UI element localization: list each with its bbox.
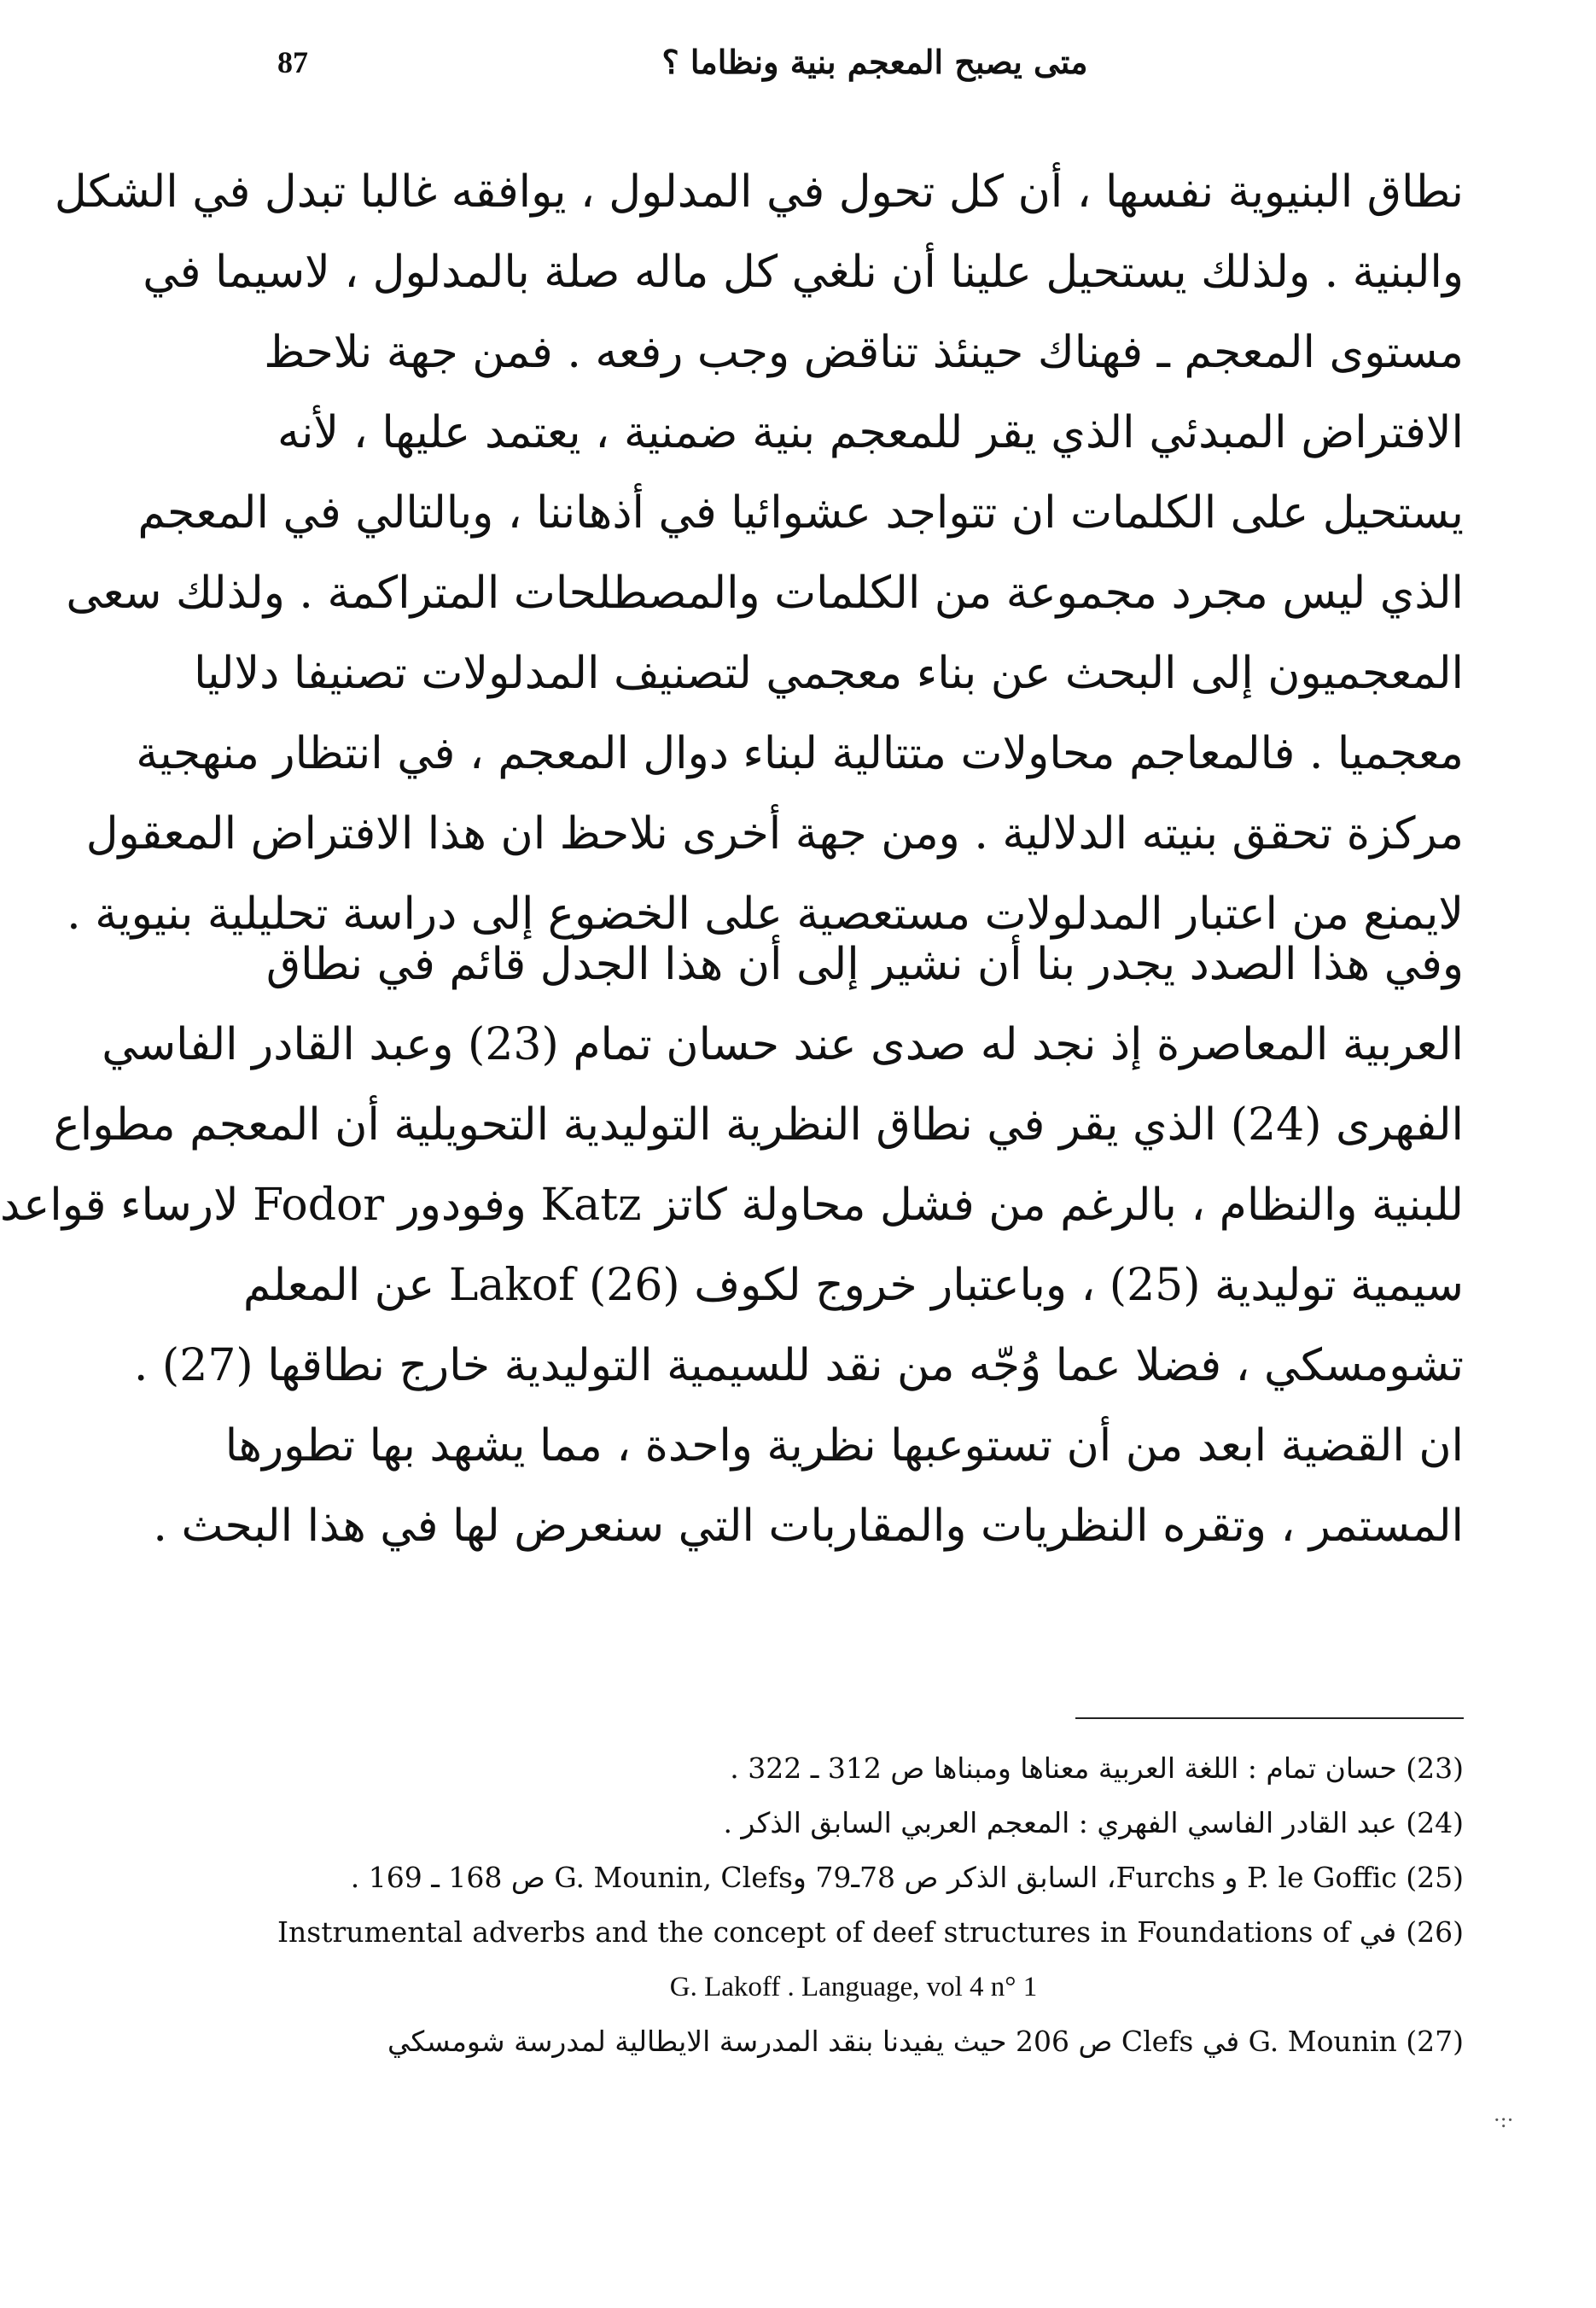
text-line: للبنية والنظام ، بالرغم من فشل محاولة كاتز Katz وفودور Fodor لارساء قواعد: [0, 1180, 1464, 1231]
footnote-26: (26) في Instrumental adverbs and the concept of deef structures in Foundations of: [277, 1915, 1465, 1949]
footnote-25: (25) P. le Goffic و Furchs، السابق الذكر ص 78ـ79 وG. Mounin, Clefs ص 168 ـ 169 .: [350, 1861, 1464, 1894]
text-line: مركزة تحقق بنيته الدلالية . ومن جهة أخرى نلاحظ ان هذا الافتراض المعقول: [85, 808, 1464, 860]
paragraph-2: [0, 924, 1464, 1566]
footnote-26-continuation: G. Lakoff . Language, vol 4 n° 1: [669, 1972, 1038, 2002]
text-line: لايمنع من اعتبار المدلولات مستعصية على الخضوع إلى دراسة تحليلية بنيوية .: [67, 889, 1464, 940]
footnote-23: (23) حسان تمام : اللغة العربية معناها ومبناها ص 312 ـ 322 .: [730, 1751, 1464, 1785]
footnote-24: (24) عبد القادر الفاسي الفهري : المعجم العربي السابق الذكر .: [723, 1806, 1464, 1839]
text-line: الافتراض المبدئي الذي يقر للمعجم بنية ضمنية ، يعتمد عليها ، لأنه: [277, 407, 1464, 458]
text-line: المستمر ، وتقره النظريات والمقاربات التي سنعرض لها في هذا البحث .: [153, 1501, 1464, 1552]
text-line: والبنية . ولذلك يستحيل علينا أن نلغي كل ماله صلة بالمدلول ، لاسيما في: [143, 247, 1464, 298]
text-line: الفهرى (24) الذي يقر في نطاق النظرية التوليدية التحويلية أن المعجم مطواع: [53, 1099, 1464, 1151]
text-line: يستحيل على الكلمات ان تتواجد عشوائيا في أذهاننا ، وبالتالي في المعجم: [137, 487, 1464, 539]
text-line: ان القضية ابعد من أن تستوعبها نظرية واحدة ، مما يشهد بها تطورها: [224, 1420, 1464, 1472]
footnote-27: (27) G. Mounin في Clefs ص 206 حيث يفيدنا بنقد المدرسة الايطالية لمدرسة شومسكي: [387, 2025, 1464, 2058]
page-number: 87: [277, 45, 308, 79]
running-title: متى يصبح المعجم بنية ونظاما ؟: [661, 43, 1088, 81]
text-line: المعجميون إلى البحث عن بناء معجمي لتصنيف المدلولات تصنيفا دلاليا: [194, 648, 1464, 699]
scan-speck: ·:·: [1494, 2108, 1514, 2132]
text-line: نطاق البنيوية نفسها ، أن كل تحول في المدلول ، يوافقه غالبا تبدل في الشكل: [54, 166, 1464, 218]
text-line: وفي هذا الصدد يجدر بنا أن نشير إلى أن هذا الجدل قائم في نطاق: [265, 939, 1464, 990]
text-line: سيمية توليدية (25) ، وباعتبار خروج لكوف Lakof (26) عن المعلم: [242, 1260, 1464, 1311]
paragraph-1: [54, 152, 1464, 954]
text-line: مستوى المعجم ـ فهناك حينئذ تناقض وجب رفعه . فمن جهة نلاحظ: [264, 327, 1464, 378]
text-line: الذي ليس مجرد مجموعة من الكلمات والمصطلحات المتراكمة . ولذلك سعى: [66, 568, 1464, 619]
text-line: تشومسكي ، فضلا عما وُجّه من نقد للسيمية التوليدية خارج نطاقها (27) .: [133, 1340, 1464, 1391]
footnotes: [277, 1741, 1464, 2069]
text-line: معجميا . فالمعاجم محاولات متتالية لبناء دوال المعجم ، في انتظار منهجية: [136, 728, 1464, 779]
footnote-divider: [1075, 1717, 1464, 1719]
text-line: العربية المعاصرة إذ نجد له صدى عند حسان تمام (23) وعبد القادر الفاسي: [102, 1019, 1464, 1070]
